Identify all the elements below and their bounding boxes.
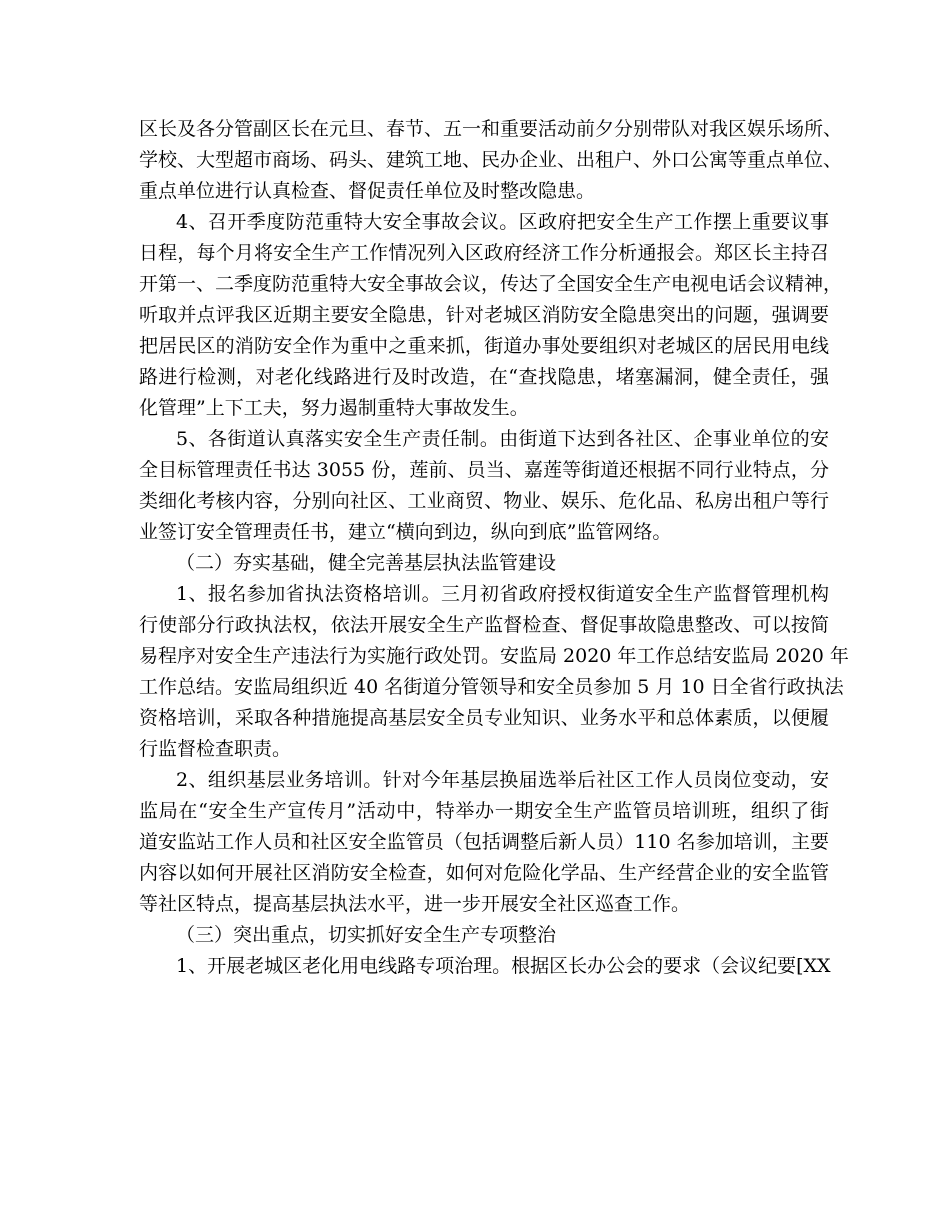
text-line: 行监督检查职责。 bbox=[139, 738, 292, 760]
text-line: 2、组织基层业务培训。针对今年基层换届选举后社区工作人员岗位变动，安 bbox=[176, 769, 829, 791]
section-heading: （三）突出重点，切实抓好安全生产专项整治 bbox=[176, 924, 557, 946]
text-line: 区长及各分管副区长在元旦、春节、五一和重要活动前夕分别带队对我区娱乐场所、 bbox=[139, 118, 843, 140]
text-line: 重点单位进行认真检查、督促责任单位及时整改隐患。 bbox=[139, 180, 596, 202]
text-line: 1、报名参加省执法资格培训。三月初省政府授权街道安全生产监督管理机构 bbox=[176, 583, 829, 605]
text-line: 把居民区的消防安全作为重中之重来抓，街道办事处要组织对老城区的居民用电线 bbox=[139, 335, 829, 357]
text-line: 开第一、二季度防范重特大安全事故会议，传达了全国安全生产电视电话会议精神， bbox=[139, 273, 843, 295]
text-line: 听取并点评我区近期主要安全隐患，针对老城区消防安全隐患突出的问题，强调要 bbox=[139, 304, 829, 326]
text-line: 内容以如何开展社区消防安全检查，如何对危险化学品、生产经营企业的安全监管 bbox=[139, 862, 829, 884]
text-line: 行使部分行政执法权，依法开展安全生产监督检查、督促事故隐患整改、可以按简 bbox=[139, 614, 829, 636]
text-line: 日程，每个月将安全生产工作情况列入区政府经济工作分析通报会。郑区长主持召 bbox=[139, 242, 829, 264]
text-line: 工作总结。安监局组织近 40 名街道分管领导和安全员参加 5 月 10 日全省行政执法 bbox=[139, 676, 844, 698]
document-body bbox=[139, 114, 849, 982]
text-line: 1、开展老城区老化用电线路专项治理。根据区长办公会的要求（会议纪要[XX bbox=[176, 955, 831, 977]
text-line: 4、召开季度防范重特大安全事故会议。区政府把安全生产工作摆上重要议事 bbox=[176, 211, 829, 233]
text-line: 学校、大型超市商场、码头、建筑工地、民办企业、出租户、外口公寓等重点单位、 bbox=[139, 149, 843, 171]
text-line: 化管理”上下工夫，努力遏制重特大事故发生。 bbox=[139, 397, 529, 419]
text-line: 等社区特点，提高基层执法水平，进一步开展安全社区巡查工作。 bbox=[139, 893, 691, 915]
text-line: 资格培训，采取各种措施提高基层安全员专业知识、业务水平和总体素质，以便履 bbox=[139, 707, 829, 729]
text-line: 类细化考核内容，分别向社区、工业商贸、物业、娱乐、危化品、私房出租户等行 bbox=[139, 490, 829, 512]
text-line: 全目标管理责任书达 3055 份，莲前、员当、嘉莲等街道还根据不同行业特点，分 bbox=[139, 459, 829, 481]
text-line: 路进行检测，对老化线路进行及时改造，在“查找隐患，堵塞漏洞，健全责任，强 bbox=[139, 366, 829, 388]
text-line: 5、各街道认真落实安全生产责任制。由街道下达到各社区、企事业单位的安 bbox=[176, 428, 829, 450]
text-line: 易程序对安全生产违法行为实施行政处罚。安监局 2020 年工作总结安监局 2020 年 bbox=[139, 645, 849, 667]
text-line: 道安监站工作人员和社区安全监管员（包括调整后新人员）110 名参加培训，主要 bbox=[139, 831, 829, 853]
section-heading: （二）夯实基础，健全完善基层执法监管建设 bbox=[176, 552, 557, 574]
text-line: 业签订安全管理责任书，建立“横向到边，纵向到底”监管网络。 bbox=[139, 521, 672, 543]
text-line: 监局在“安全生产宣传月”活动中，特举办一期安全生产监管员培训班，组织了街 bbox=[139, 800, 829, 822]
